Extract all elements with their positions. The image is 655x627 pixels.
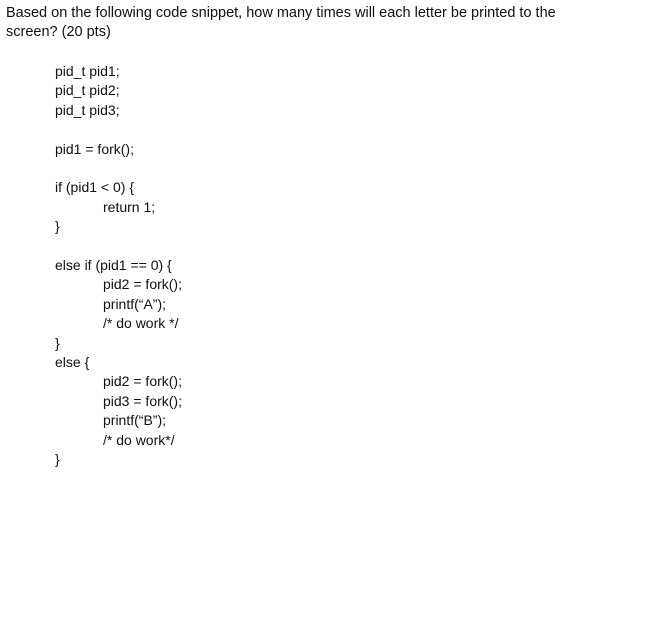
code-line: printf(“A”); <box>103 296 166 312</box>
code-line: else { <box>55 354 90 370</box>
code-line: } <box>55 451 60 467</box>
code-line: /* do work*/ <box>103 432 175 448</box>
code-line: } <box>55 218 60 234</box>
code-line: } <box>55 335 60 351</box>
question-line-1: Based on the following code snippet, how many times will each letter be printed to the <box>6 5 556 21</box>
code-line: pid1 = fork(); <box>55 141 134 157</box>
code-line: /* do work */ <box>103 315 179 331</box>
question-line-2: screen? (20 pts) <box>6 24 111 40</box>
code-line: pid3 = fork(); <box>103 393 182 409</box>
code-line: pid_t pid2; <box>55 82 120 98</box>
code-line: pid_t pid1; <box>55 63 120 79</box>
code-line: else if (pid1 == 0) { <box>55 257 172 273</box>
code-line: pid2 = fork(); <box>103 276 182 292</box>
question-text <box>6 4 646 42</box>
code-line: if (pid1 < 0) { <box>55 179 134 195</box>
code-line: pid2 = fork(); <box>103 373 182 389</box>
code-line: return 1; <box>103 199 156 215</box>
code-line: pid_t pid3; <box>55 102 120 118</box>
code-line: printf(“B”); <box>103 412 166 428</box>
